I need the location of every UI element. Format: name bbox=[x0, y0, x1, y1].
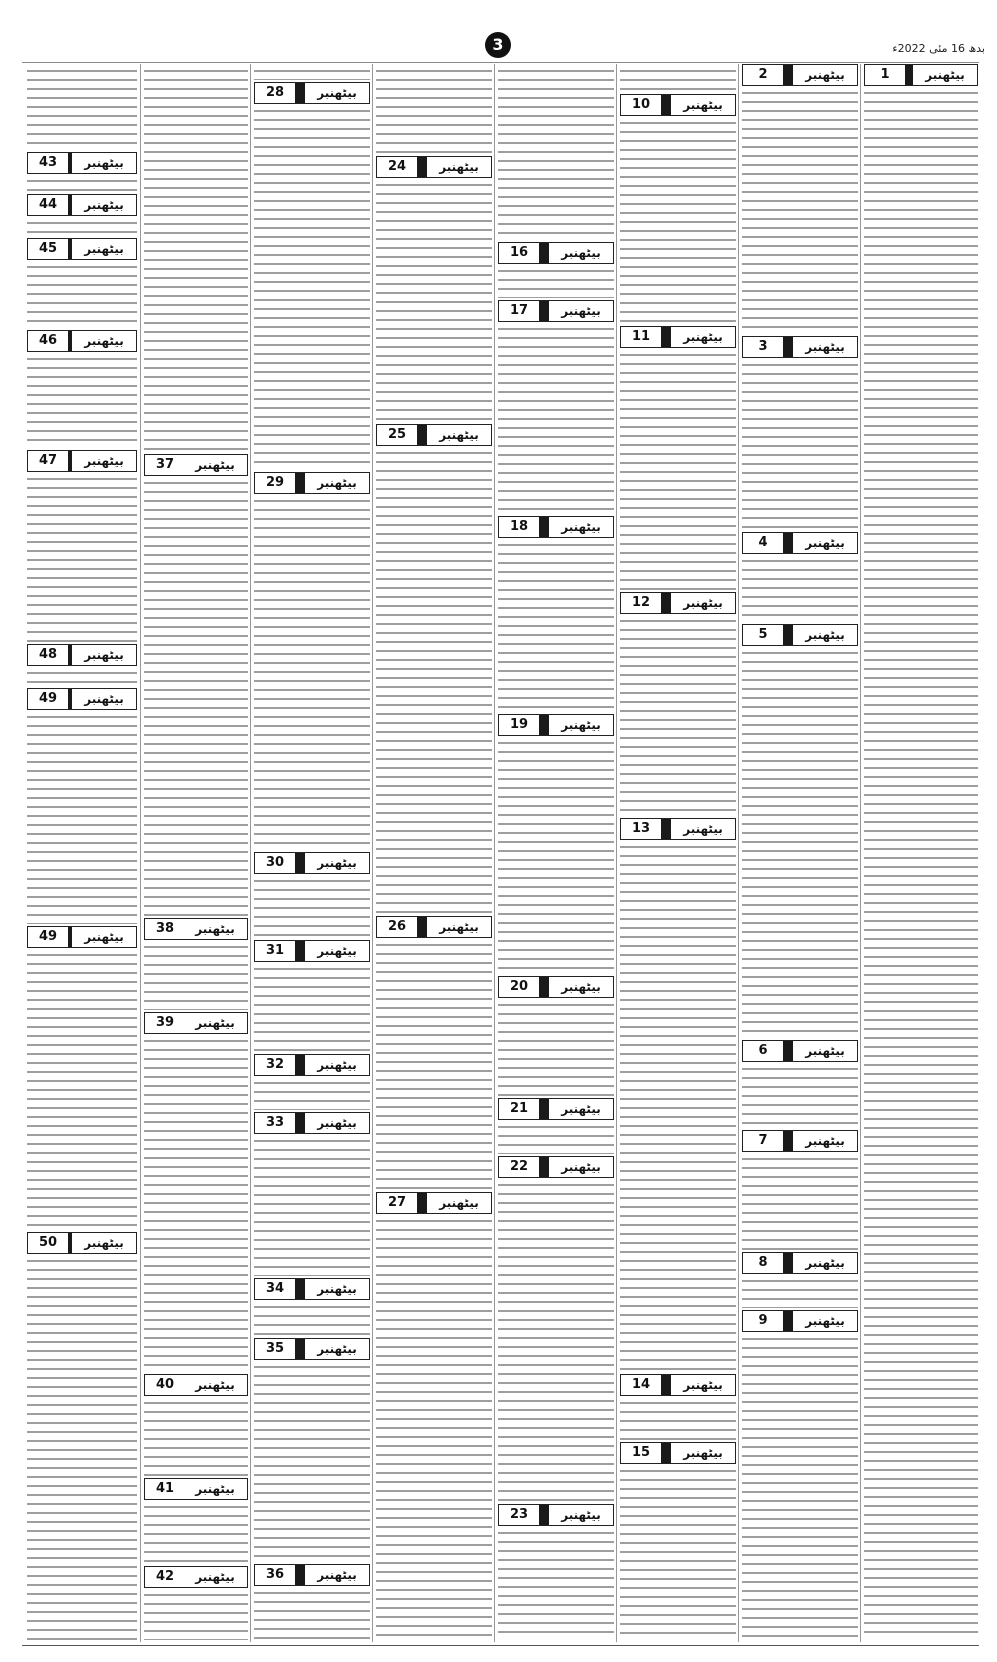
header-label: بیٹھنبر bbox=[317, 944, 357, 958]
header-bar bbox=[539, 1505, 549, 1525]
article-number: 12 bbox=[621, 593, 661, 613]
article-number: 40 bbox=[145, 1375, 185, 1395]
article-number: 37 bbox=[145, 455, 185, 475]
article-number: 17 bbox=[499, 301, 539, 321]
header-bar bbox=[539, 1157, 549, 1177]
header-label: بیٹھنبر bbox=[805, 1256, 845, 1270]
article-header bbox=[144, 1012, 248, 1034]
header-label: بیٹھنبر bbox=[925, 68, 965, 82]
article-text bbox=[144, 66, 248, 452]
column-2 bbox=[738, 64, 861, 1642]
column-7 bbox=[140, 64, 251, 1642]
header-label: بیٹھنبر bbox=[84, 1236, 124, 1250]
article-header bbox=[254, 1564, 370, 1586]
article-number: 25 bbox=[377, 425, 417, 445]
header-label: بیٹھنبر bbox=[805, 1314, 845, 1328]
header-bar bbox=[783, 1311, 793, 1331]
article-header bbox=[742, 64, 858, 86]
article-text bbox=[27, 712, 137, 924]
header-bar bbox=[539, 517, 549, 537]
article-header bbox=[620, 94, 736, 116]
header-label: بیٹھنبر bbox=[683, 596, 723, 610]
article-header bbox=[27, 450, 137, 472]
article-number: 49 bbox=[28, 689, 68, 709]
article-number: 8 bbox=[743, 1253, 783, 1273]
article-number: 3 bbox=[743, 337, 783, 357]
article-number: 29 bbox=[255, 473, 295, 493]
header-bar bbox=[783, 65, 793, 85]
article-header bbox=[376, 1192, 492, 1214]
header-bar bbox=[783, 533, 793, 553]
article-header bbox=[498, 976, 614, 998]
header-label: بیٹھنبر bbox=[561, 1102, 601, 1116]
header-label: بیٹھنبر bbox=[561, 980, 601, 994]
article-header bbox=[144, 1478, 248, 1500]
article-number: 38 bbox=[145, 919, 185, 939]
article-number: 45 bbox=[28, 239, 68, 259]
header-label: بیٹھنبر bbox=[439, 920, 479, 934]
article-number: 35 bbox=[255, 1339, 295, 1359]
article-header bbox=[620, 1374, 736, 1396]
header-label: بیٹھنبر bbox=[439, 428, 479, 442]
header-bar bbox=[539, 243, 549, 263]
article-number: 5 bbox=[743, 625, 783, 645]
article-header bbox=[620, 592, 736, 614]
footer-rule bbox=[22, 1645, 979, 1646]
header-label: بیٹھنبر bbox=[805, 536, 845, 550]
header-label: بیٹھنبر bbox=[317, 1282, 357, 1296]
article-text bbox=[254, 66, 370, 80]
header-label: بیٹھنبر bbox=[561, 246, 601, 260]
article-header bbox=[27, 926, 137, 948]
header-rule bbox=[22, 62, 979, 63]
issue-date: بدھ 16 مئی 2022ء bbox=[892, 42, 985, 55]
header-bar bbox=[783, 337, 793, 357]
header-label: بیٹھنبر bbox=[84, 692, 124, 706]
article-header bbox=[27, 644, 137, 666]
article-number: 50 bbox=[28, 1233, 68, 1253]
article-number: 41 bbox=[145, 1479, 185, 1499]
article-header bbox=[498, 516, 614, 538]
article-header bbox=[742, 1310, 858, 1332]
article-header bbox=[254, 852, 370, 874]
header-bar bbox=[295, 1113, 305, 1133]
article-text bbox=[144, 1502, 248, 1564]
article-header bbox=[498, 714, 614, 736]
article-number: 49 bbox=[28, 927, 68, 947]
header-bar bbox=[417, 425, 427, 445]
article-text bbox=[742, 1334, 858, 1640]
header-label: بیٹھنبر bbox=[561, 1160, 601, 1174]
article-header bbox=[254, 1054, 370, 1076]
article-header bbox=[498, 300, 614, 322]
header-bar bbox=[295, 941, 305, 961]
article-number: 9 bbox=[743, 1311, 783, 1331]
article-text bbox=[27, 474, 137, 642]
header-bar bbox=[539, 977, 549, 997]
header-label: بیٹھنبر bbox=[195, 1016, 235, 1030]
header-label: بیٹھنبر bbox=[805, 1134, 845, 1148]
article-number: 31 bbox=[255, 941, 295, 961]
header-label: بیٹھنبر bbox=[195, 1482, 235, 1496]
article-number: 34 bbox=[255, 1279, 295, 1299]
article-text bbox=[620, 842, 736, 1372]
header-bar bbox=[417, 917, 427, 937]
article-number: 19 bbox=[499, 715, 539, 735]
article-number: 42 bbox=[145, 1567, 185, 1587]
header-label: بیٹھنبر bbox=[195, 922, 235, 936]
article-text bbox=[742, 88, 858, 334]
article-number: 33 bbox=[255, 1113, 295, 1133]
header-bar bbox=[661, 1375, 671, 1395]
article-number: 16 bbox=[499, 243, 539, 263]
article-header bbox=[27, 688, 137, 710]
article-text bbox=[742, 648, 858, 1038]
article-number: 15 bbox=[621, 1443, 661, 1463]
header-bar bbox=[539, 715, 549, 735]
article-text bbox=[620, 118, 736, 324]
header-label: بیٹھنبر bbox=[683, 330, 723, 344]
article-text bbox=[27, 950, 137, 1230]
article-text bbox=[498, 540, 614, 712]
article-header bbox=[742, 624, 858, 646]
article-text bbox=[376, 1216, 492, 1640]
article-text bbox=[27, 262, 137, 328]
article-number: 7 bbox=[743, 1131, 783, 1151]
article-number: 28 bbox=[255, 83, 295, 103]
article-text bbox=[742, 556, 858, 622]
article-text bbox=[27, 668, 137, 686]
article-header bbox=[144, 1566, 248, 1588]
header-label: بیٹھنبر bbox=[317, 86, 357, 100]
article-text bbox=[498, 1180, 614, 1502]
article-text bbox=[144, 1590, 248, 1640]
header-label: بیٹھنبر bbox=[683, 1378, 723, 1392]
article-header bbox=[27, 1232, 137, 1254]
header-bar bbox=[661, 819, 671, 839]
article-text bbox=[620, 350, 736, 590]
article-header bbox=[742, 1252, 858, 1274]
article-text bbox=[254, 876, 370, 938]
article-text bbox=[27, 1256, 137, 1640]
article-header bbox=[254, 1278, 370, 1300]
article-text bbox=[376, 940, 492, 1190]
article-number: 39 bbox=[145, 1013, 185, 1033]
article-header bbox=[254, 472, 370, 494]
header-label: بیٹھنبر bbox=[84, 648, 124, 662]
article-text bbox=[620, 616, 736, 816]
header-bar bbox=[295, 83, 305, 103]
article-text bbox=[254, 1302, 370, 1336]
article-text bbox=[376, 66, 492, 154]
article-number: 24 bbox=[377, 157, 417, 177]
header-label: بیٹھنبر bbox=[561, 1508, 601, 1522]
article-number: 32 bbox=[255, 1055, 295, 1075]
article-header bbox=[27, 238, 137, 260]
column-1 bbox=[860, 64, 981, 1642]
article-number: 14 bbox=[621, 1375, 661, 1395]
article-text bbox=[742, 1276, 858, 1308]
header-bar bbox=[783, 1041, 793, 1061]
header-label: بیٹھنبر bbox=[84, 242, 124, 256]
header-label: بیٹھنبر bbox=[683, 1446, 723, 1460]
article-text bbox=[620, 1466, 736, 1640]
header-label: بیٹھنبر bbox=[561, 304, 601, 318]
article-text bbox=[376, 180, 492, 422]
header-bar bbox=[295, 1055, 305, 1075]
header-bar bbox=[783, 1253, 793, 1273]
article-text bbox=[254, 1136, 370, 1276]
article-header bbox=[144, 454, 248, 476]
header-label: بیٹھنبر bbox=[561, 718, 601, 732]
column-6 bbox=[250, 64, 373, 1642]
article-header bbox=[498, 1504, 614, 1526]
article-header bbox=[498, 1156, 614, 1178]
article-text bbox=[864, 88, 978, 1640]
header-label: بیٹھنبر bbox=[439, 1196, 479, 1210]
article-text bbox=[376, 448, 492, 914]
article-number: 2 bbox=[743, 65, 783, 85]
article-header bbox=[742, 336, 858, 358]
article-number: 36 bbox=[255, 1565, 295, 1585]
article-header bbox=[498, 1098, 614, 1120]
article-number: 4 bbox=[743, 533, 783, 553]
article-number: 23 bbox=[499, 1505, 539, 1525]
header-bar bbox=[417, 157, 427, 177]
header-bar bbox=[661, 1443, 671, 1463]
article-number: 43 bbox=[28, 153, 68, 173]
article-text bbox=[144, 478, 248, 916]
header-label: بیٹھنبر bbox=[805, 340, 845, 354]
header-bar bbox=[295, 1339, 305, 1359]
article-number: 13 bbox=[621, 819, 661, 839]
header-bar bbox=[783, 625, 793, 645]
article-header bbox=[144, 1374, 248, 1396]
article-text bbox=[742, 1064, 858, 1128]
column-8 bbox=[24, 64, 140, 1642]
header-label: بیٹھنبر bbox=[683, 98, 723, 112]
header-label: بیٹھنبر bbox=[195, 1570, 235, 1584]
article-number: 27 bbox=[377, 1193, 417, 1213]
header-label: بیٹھنبر bbox=[84, 156, 124, 170]
header-bar bbox=[783, 1131, 793, 1151]
article-text bbox=[620, 1398, 736, 1440]
header-label: بیٹھنبر bbox=[317, 1116, 357, 1130]
article-text bbox=[144, 1036, 248, 1372]
article-number: 48 bbox=[28, 645, 68, 665]
article-text bbox=[144, 942, 248, 1010]
article-header bbox=[620, 326, 736, 348]
article-number: 18 bbox=[499, 517, 539, 537]
column-3 bbox=[616, 64, 739, 1642]
article-text bbox=[620, 66, 736, 92]
header-label: بیٹھنبر bbox=[439, 160, 479, 174]
article-number: 1 bbox=[865, 65, 905, 85]
article-header bbox=[254, 1338, 370, 1360]
header-label: بیٹھنبر bbox=[805, 628, 845, 642]
article-header bbox=[620, 818, 736, 840]
article-header bbox=[376, 424, 492, 446]
article-header bbox=[254, 82, 370, 104]
article-text bbox=[254, 1362, 370, 1562]
article-text bbox=[498, 324, 614, 514]
article-text bbox=[498, 738, 614, 974]
article-number: 46 bbox=[28, 331, 68, 351]
article-number: 6 bbox=[743, 1041, 783, 1061]
header-label: بیٹھنبر bbox=[317, 1342, 357, 1356]
header-label: بیٹھنبر bbox=[683, 822, 723, 836]
article-text bbox=[254, 106, 370, 470]
header-label: بیٹھنبر bbox=[84, 334, 124, 348]
article-header bbox=[742, 532, 858, 554]
page-number: 3 bbox=[485, 32, 511, 58]
article-text bbox=[498, 1528, 614, 1640]
header-label: بیٹھنبر bbox=[317, 856, 357, 870]
article-number: 20 bbox=[499, 977, 539, 997]
header-label: بیٹھنبر bbox=[805, 68, 845, 82]
article-header bbox=[498, 242, 614, 264]
header-bar bbox=[661, 593, 671, 613]
header-label: بیٹھنبر bbox=[84, 454, 124, 468]
header-bar bbox=[905, 65, 913, 85]
article-header bbox=[27, 152, 137, 174]
column-4 bbox=[494, 64, 617, 1642]
header-label: بیٹھنبر bbox=[195, 1378, 235, 1392]
article-number: 10 bbox=[621, 95, 661, 115]
article-header bbox=[27, 330, 137, 352]
article-header bbox=[620, 1442, 736, 1464]
header-label: بیٹھنبر bbox=[805, 1044, 845, 1058]
article-header bbox=[742, 1040, 858, 1062]
article-text bbox=[254, 964, 370, 1052]
article-text bbox=[742, 1154, 858, 1250]
column-5 bbox=[372, 64, 495, 1642]
header-bar bbox=[295, 1279, 305, 1299]
header-label: بیٹھنبر bbox=[317, 1568, 357, 1582]
article-number: 47 bbox=[28, 451, 68, 471]
article-text bbox=[742, 360, 858, 530]
article-header bbox=[742, 1130, 858, 1152]
header-bar bbox=[539, 1099, 549, 1119]
header-bar bbox=[417, 1193, 427, 1213]
header-label: بیٹھنبر bbox=[84, 930, 124, 944]
header-bar bbox=[295, 1565, 305, 1585]
article-number: 21 bbox=[499, 1099, 539, 1119]
article-text bbox=[27, 218, 137, 236]
article-header bbox=[254, 1112, 370, 1134]
article-text bbox=[498, 1000, 614, 1096]
article-text bbox=[498, 66, 614, 240]
header-bar bbox=[295, 853, 305, 873]
article-text bbox=[498, 1122, 614, 1154]
article-header bbox=[27, 194, 137, 216]
article-header bbox=[864, 64, 978, 86]
article-header bbox=[144, 918, 248, 940]
article-text bbox=[27, 66, 137, 150]
header-label: بیٹھنبر bbox=[317, 476, 357, 490]
header-bar bbox=[661, 327, 671, 347]
article-text bbox=[254, 1588, 370, 1640]
header-bar bbox=[295, 473, 305, 493]
header-label: بیٹھنبر bbox=[195, 458, 235, 472]
article-text bbox=[254, 1078, 370, 1110]
header-label: بیٹھنبر bbox=[317, 1058, 357, 1072]
article-text bbox=[144, 1398, 248, 1476]
header-label: بیٹھنبر bbox=[561, 520, 601, 534]
header-bar bbox=[661, 95, 671, 115]
article-header bbox=[376, 916, 492, 938]
article-number: 22 bbox=[499, 1157, 539, 1177]
article-number: 26 bbox=[377, 917, 417, 937]
article-text bbox=[254, 496, 370, 850]
article-header bbox=[254, 940, 370, 962]
article-number: 11 bbox=[621, 327, 661, 347]
header-label: بیٹھنبر bbox=[84, 198, 124, 212]
article-number: 44 bbox=[28, 195, 68, 215]
article-text bbox=[27, 354, 137, 448]
article-number: 30 bbox=[255, 853, 295, 873]
article-text bbox=[27, 176, 137, 192]
article-header bbox=[376, 156, 492, 178]
header-bar bbox=[539, 301, 549, 321]
article-text bbox=[498, 266, 614, 298]
